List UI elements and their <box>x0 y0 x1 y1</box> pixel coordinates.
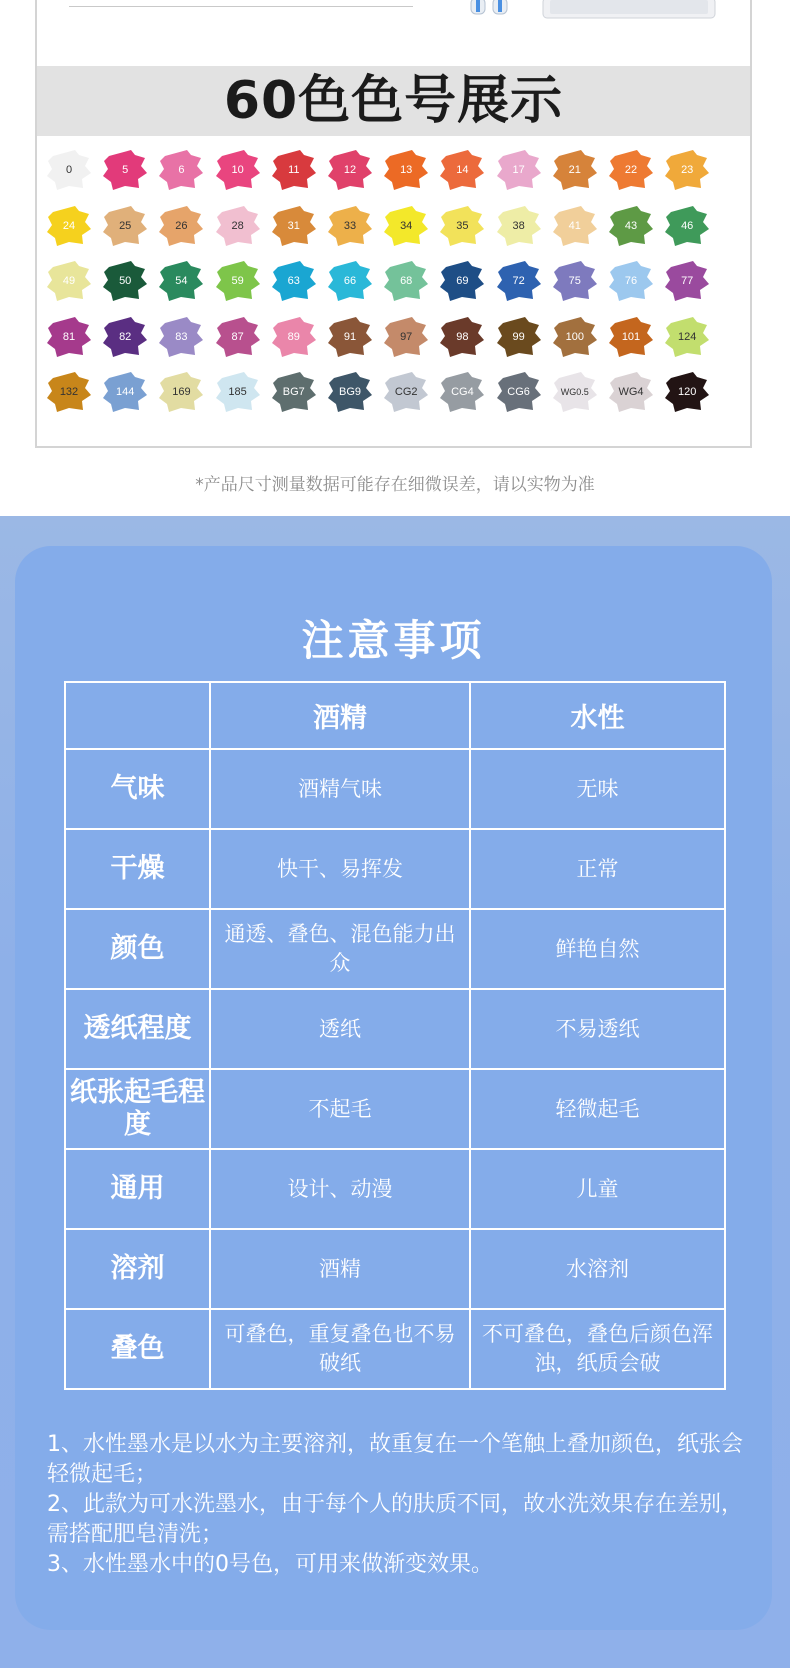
water-value: 水溶剂 <box>470 1229 725 1309</box>
swatch-label: 101 <box>621 330 641 343</box>
color-swatch <box>157 368 205 416</box>
swatch-label: 83 <box>175 330 188 343</box>
alcohol-value: 设计、动漫 <box>210 1149 470 1229</box>
color-swatch <box>270 313 318 361</box>
color-swatch <box>438 313 486 361</box>
alcohol-value: 快干、易挥发 <box>210 829 470 909</box>
table-header-row <box>65 682 725 749</box>
swatch-label: 99 <box>512 330 525 343</box>
swatch-label: 89 <box>287 330 300 343</box>
color-swatch <box>326 146 374 194</box>
swatch-label: 5 <box>122 164 129 176</box>
color-swatch <box>663 202 711 250</box>
water-value: 轻微起毛 <box>470 1069 725 1149</box>
swatch-label: 81 <box>62 330 76 343</box>
notes-list <box>47 1430 747 1580</box>
color-swatch <box>45 368 93 416</box>
color-swatch <box>382 313 430 361</box>
swatch-label: 28 <box>231 219 244 232</box>
color-swatch <box>607 368 655 416</box>
table-row <box>65 749 725 829</box>
swatch-label: 49 <box>62 275 76 287</box>
row-label: 通用 <box>65 1149 210 1229</box>
swatch-label: CG2 <box>394 386 418 398</box>
color-swatch <box>495 146 543 194</box>
water-value: 儿童 <box>470 1149 725 1229</box>
color-swatch <box>438 257 486 305</box>
swatch-title: 60色色号展示 <box>223 71 564 131</box>
swatch-label: 72 <box>512 275 525 287</box>
swatch-label: BG9 <box>338 386 361 398</box>
color-swatch <box>101 313 149 361</box>
swatch-label: 100 <box>565 330 584 343</box>
swatch-label: 50 <box>119 275 132 287</box>
marker-box-image <box>542 0 717 22</box>
table-row <box>65 1149 725 1229</box>
table-row <box>65 909 725 989</box>
divider <box>69 6 413 7</box>
swatch-label: 22 <box>624 164 638 176</box>
swatch-label: 66 <box>343 275 357 287</box>
color-swatch <box>495 368 543 416</box>
swatch-label: 6 <box>178 164 185 176</box>
row-label: 透纸程度 <box>65 989 210 1069</box>
swatch-label: 11 <box>288 164 300 176</box>
swatch-label: 46 <box>681 219 694 232</box>
color-swatch <box>551 202 599 250</box>
swatch-label: 69 <box>456 275 469 287</box>
color-swatch <box>101 368 149 416</box>
color-swatch <box>326 202 374 250</box>
color-swatch <box>551 368 599 416</box>
swatch-label: 43 <box>624 219 638 232</box>
swatch-title-band <box>37 66 750 136</box>
swatch-label: 33 <box>343 219 357 232</box>
color-swatch <box>45 202 93 250</box>
water-value: 正常 <box>470 829 725 909</box>
color-swatch <box>214 313 262 361</box>
color-swatch <box>551 146 599 194</box>
note-item: 3、水性墨水中的0号色，可用来做渐变效果。 <box>47 1552 493 1577</box>
color-swatch <box>326 313 374 361</box>
swatch-label: 13 <box>400 164 413 176</box>
color-swatch <box>45 146 93 194</box>
swatch-label: 54 <box>175 275 188 287</box>
color-swatch <box>607 257 655 305</box>
color-swatch <box>495 313 543 361</box>
color-swatch <box>270 202 318 250</box>
swatch-label: 35 <box>456 219 469 232</box>
color-swatch <box>382 257 430 305</box>
color-swatch <box>101 146 149 194</box>
swatch-label: 25 <box>119 219 132 232</box>
water-value: 鲜艳自然 <box>470 909 725 989</box>
water-value: 不易透纸 <box>470 989 725 1069</box>
alcohol-value: 不起毛 <box>210 1069 470 1149</box>
swatch-label: 124 <box>678 330 697 343</box>
swatch-label: 98 <box>456 330 469 343</box>
swatch-label: 10 <box>231 164 244 176</box>
row-label: 干燥 <box>65 829 210 909</box>
color-swatch <box>607 146 655 194</box>
alcohol-value: 通透、叠色、混色能力出众 <box>210 909 470 989</box>
color-swatch <box>45 313 93 361</box>
swatch-label: 169 <box>172 386 191 398</box>
color-swatch <box>495 202 543 250</box>
swatch-label: 185 <box>228 386 247 398</box>
color-swatch <box>157 257 205 305</box>
swatch-label: 76 <box>624 275 638 287</box>
row-label: 叠色 <box>65 1309 210 1389</box>
swatch-label: 75 <box>568 275 581 287</box>
color-swatch <box>438 146 486 194</box>
row-label: 溶剂 <box>65 1229 210 1309</box>
color-swatch <box>326 368 374 416</box>
swatch-label: 91 <box>343 330 357 343</box>
color-swatch <box>551 257 599 305</box>
swatch-grid <box>45 146 750 436</box>
alcohol-value: 透纸 <box>210 989 470 1069</box>
color-swatch <box>663 368 711 416</box>
color-swatch <box>663 146 711 194</box>
color-swatch <box>45 257 93 305</box>
table-header-alcohol: 酒精 <box>210 682 470 749</box>
swatch-label: 68 <box>400 275 413 287</box>
color-swatch <box>101 202 149 250</box>
swatch-label: CG6 <box>507 386 530 398</box>
swatch-label: 31 <box>287 219 300 232</box>
swatch-label: 23 <box>681 164 694 176</box>
swatch-label: 77 <box>681 275 694 287</box>
notes-title: 注意事项 <box>301 616 486 665</box>
swatch-label: WG4 <box>618 386 644 398</box>
disclaimer-text: *产品尺寸测量数据可能存在细微误差，请以实物为准 <box>195 475 595 495</box>
comparison-table <box>64 681 726 1390</box>
color-swatch <box>101 257 149 305</box>
swatch-label: 144 <box>116 386 135 398</box>
swatch-label: 14 <box>456 164 469 176</box>
swatch-label: 63 <box>287 275 300 287</box>
table-row <box>65 1069 725 1149</box>
color-swatch <box>438 202 486 250</box>
notes-section <box>0 516 790 1668</box>
color-swatch <box>663 257 711 305</box>
table-row <box>65 1229 725 1309</box>
color-swatch <box>438 368 486 416</box>
row-label: 纸张起毛程度 <box>65 1069 210 1149</box>
color-swatch <box>214 368 262 416</box>
alcohol-value: 酒精气味 <box>210 749 470 829</box>
row-label: 气味 <box>65 749 210 829</box>
color-swatch <box>551 313 599 361</box>
color-swatch <box>214 202 262 250</box>
table-row <box>65 989 725 1069</box>
swatch-label: 132 <box>59 386 79 398</box>
swatch-label: 34 <box>400 219 413 232</box>
swatch-label: BG7 <box>282 386 305 398</box>
notes-card <box>15 546 772 1630</box>
alcohol-value: 酒精 <box>210 1229 470 1309</box>
table-header-water: 水性 <box>470 682 725 749</box>
swatch-label: 24 <box>62 219 76 232</box>
swatch-label: 120 <box>678 386 697 398</box>
color-swatch <box>157 313 205 361</box>
color-swatch <box>382 368 430 416</box>
color-swatch <box>214 146 262 194</box>
swatch-card <box>35 0 752 448</box>
swatch-label: 87 <box>231 330 244 343</box>
color-swatch <box>214 257 262 305</box>
water-value: 无味 <box>470 749 725 829</box>
swatch-label: 38 <box>512 219 525 232</box>
note-item: 2、此款为可水洗墨水，由于每个人的肤质不同，故水洗效果存在差别，需搭配肥皂清洗； <box>47 1492 743 1547</box>
alcohol-value: 可叠色，重复叠色也不易破纸 <box>210 1309 470 1389</box>
color-swatch <box>382 202 430 250</box>
color-swatch <box>270 368 318 416</box>
swatch-section <box>0 0 790 516</box>
marker-pens-image <box>467 0 527 20</box>
note-item: 1、水性墨水是以水为主要溶剂，故重复在一个笔触上叠加颜色，纸张会轻微起毛； <box>47 1432 743 1487</box>
swatch-label: 17 <box>512 164 525 176</box>
table-row <box>65 1309 725 1389</box>
swatch-label: 59 <box>231 275 244 287</box>
color-swatch <box>663 313 711 361</box>
color-swatch <box>495 257 543 305</box>
color-swatch <box>382 146 430 194</box>
swatch-label: 97 <box>400 330 413 343</box>
swatch-label: 0 <box>65 164 73 176</box>
table-header-empty <box>65 682 210 749</box>
swatch-label: CG4 <box>451 386 474 398</box>
row-label: 颜色 <box>65 909 210 989</box>
swatch-label: 12 <box>343 164 357 176</box>
color-swatch <box>607 202 655 250</box>
color-swatch <box>607 313 655 361</box>
swatch-label: 21 <box>568 164 581 176</box>
swatch-label: 26 <box>175 219 188 232</box>
color-swatch <box>326 257 374 305</box>
color-swatch <box>157 202 205 250</box>
color-swatch <box>157 146 205 194</box>
color-swatch <box>270 257 318 305</box>
swatch-label: 82 <box>119 330 132 343</box>
water-value: 不可叠色，叠色后颜色浑浊，纸质会破 <box>470 1309 725 1389</box>
swatch-label: 41 <box>568 219 581 232</box>
table-row <box>65 829 725 909</box>
swatch-label: WG0.5 <box>560 387 589 397</box>
color-swatch <box>270 146 318 194</box>
